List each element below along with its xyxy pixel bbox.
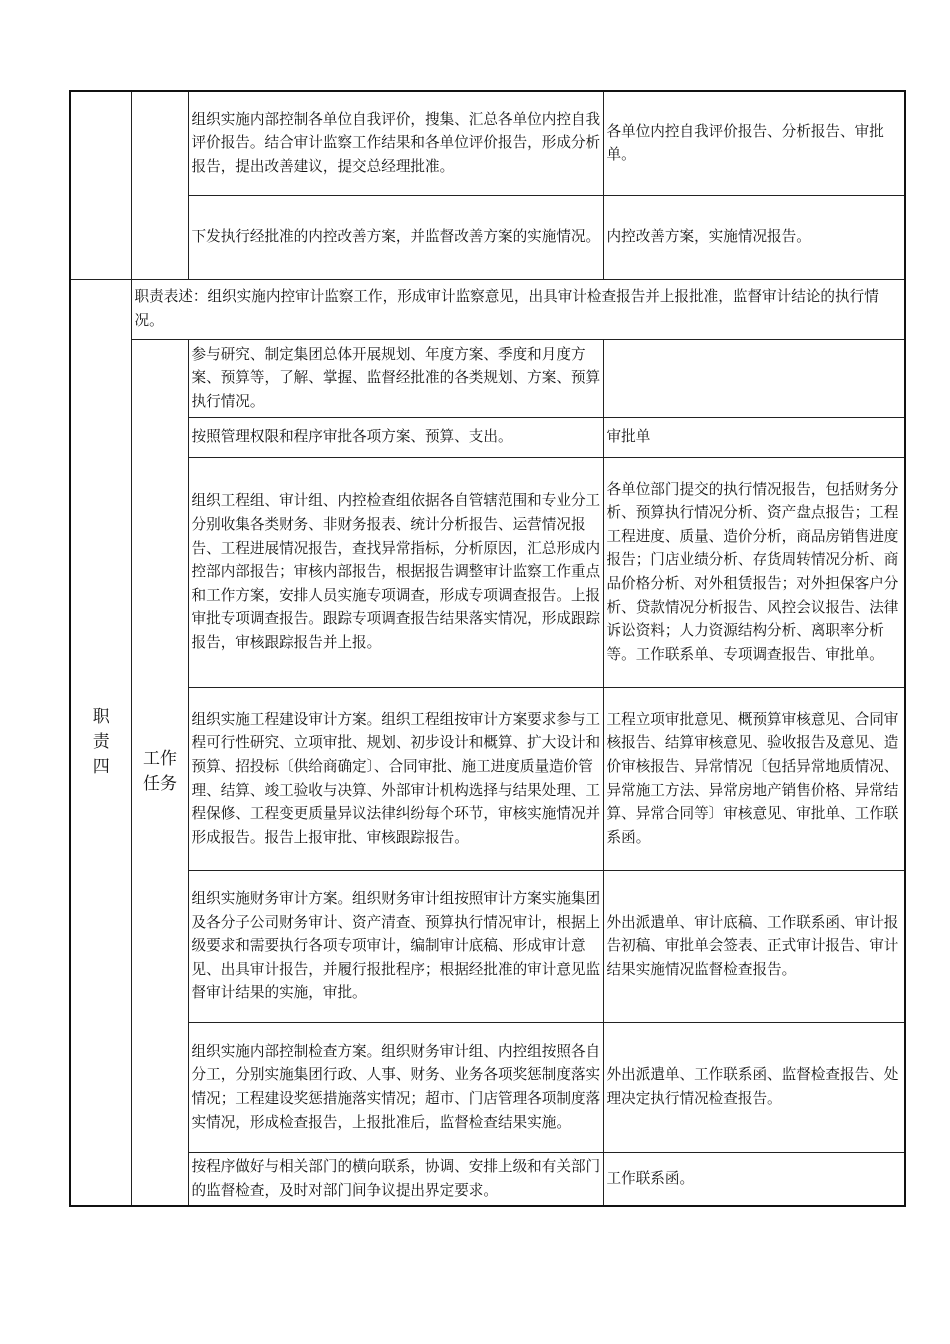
work-task-label: 工作任务 — [143, 749, 177, 795]
table-row — [70, 91, 905, 195]
output-cell — [603, 339, 905, 417]
output-cell: 内控改善方案，实施情况报告。 — [603, 195, 905, 279]
table-row — [70, 687, 905, 870]
duty-statement: 职责表述：组织实施内控审计监察工作，形成审计监察意见，出具审计检查报告并上报批准，监督审计结论的执行情况。 — [131, 279, 905, 339]
output-cell: 工程立项审批意见、概预算审核意见、合同审核报告、结算审核意见、验收报告及意见、造价审核报告、异常情况〔包括异常地质情况、异常施工方法、异常房地产销售价格、异常结算、异常合同等〕审核意见、审批单、工作联系函。 — [603, 687, 905, 870]
task-cell: 组织实施工程建设审计方案。组织工程组按审计方案要求参与工程可行性研究、立项审批、规划、初步设计和概算、扩大设计和预算、招投标〔供给商确定〕、合同审批、施工进度质量造价管理、结算、竣工验收与决算、外部审计机构选择与结果处理、工程保修、工程变更质量异议法律纠纷每个环节，审核实施情况并形成报告。报告上报审批、审核跟踪报告。 — [188, 687, 603, 870]
task-cell: 组织实施内部控制各单位自我评价，搜集、汇总各单位内控自我评价报告。结合审计监察工作结果和各单位评价报告，形成分析报告，提出改善建议，提交总经理批准。 — [188, 91, 603, 195]
table-row — [70, 195, 905, 279]
output-cell: 各单位内控自我评价报告、分析报告、审批单。 — [603, 91, 905, 195]
output-cell: 外出派遣单、工作联系函、监督检查报告、处理决定执行情况检查报告。 — [603, 1022, 905, 1152]
work-task-label-cell — [131, 339, 188, 1206]
task-cell: 参与研究、制定集团总体开展规划、年度方案、季度和月度方案、预算等，了解、掌握、监督经批准的各类规划、方案、预算执行情况。 — [188, 339, 603, 417]
task-cell: 组织实施内部控制检查方案。组织财务审计组、内控组按照各自分工，分别实施集团行政、人事、财务、业务各项奖惩制度落实情况；工程建设奖惩措施落实情况；超市、门店管理各项制度落实情况，形成检查报告，上报批准后，监督检查结果实施。 — [188, 1022, 603, 1152]
task-cell: 按照管理权限和程序审批各项方案、预算、支出。 — [188, 417, 603, 457]
task-cell: 下发执行经批准的内控改善方案，并监督改善方案的实施情况。 — [188, 195, 603, 279]
duty-label: 职责四 — [92, 706, 110, 777]
table-row — [70, 870, 905, 1022]
output-cell: 审批单 — [603, 417, 905, 457]
table-row — [70, 1152, 905, 1206]
output-cell: 外出派遣单、审计底稿、工作联系函、审计报告初稿、审批单会签表、正式审计报告、审计结果实施情况监督检查报告。 — [603, 870, 905, 1022]
table-row — [70, 1022, 905, 1152]
task-cell: 组织实施财务审计方案。组织财务审计组按照审计方案实施集团及各分子公司财务审计、资产清查、预算执行情况审计，根据上级要求和需要执行各项专项审计，编制审计底稿、形成审计意见、出具审计报告，并履行报批程序；根据经批准的审计意见监督审计结果的实施，审批。 — [188, 870, 603, 1022]
task-cell: 组织工程组、审计组、内控检查组依据各自管辖范围和专业分工分别收集各类财务、非财务报表、统计分析报告、运营情况报告、工程进展情况报告，查找异常指标，分析原因，汇总形成内控部内部报告；审核内部报告，根据报告调整审计监察工作重点和工作方案，安排人员实施专项调查，形成专项调查报告。上报审批专项调查报告。跟踪专项调查报告结果落实情况，形成跟踪报告，审核跟踪报告并上报。 — [188, 457, 603, 687]
table-row — [70, 339, 905, 417]
prev-work-task-cell — [131, 91, 188, 279]
task-cell: 按程序做好与相关部门的横向联系，协调、安排上级和有关部门的监督检查，及时对部门间争议提出界定要求。 — [188, 1152, 603, 1206]
prev-duty-label-cell — [70, 91, 131, 279]
duty-statement-row — [70, 279, 905, 339]
table-row — [70, 457, 905, 687]
output-cell: 工作联系函。 — [603, 1152, 905, 1206]
output-cell: 各单位部门提交的执行情况报告，包括财务分析、预算执行情况分析、资产盘点报告；工程工程进度、质量、造价分析，商品房销售进度报告；门店业绩分析、存货周转情况分析、商品价格分析、对外租赁报告；对外担保客户分析、贷款情况分析报告、风控会议报告、法律诉讼资料；人力资源结构分析、离职率分析等。工作联系单、专项调查报告、审批单。 — [603, 457, 905, 687]
duty-table — [69, 90, 906, 1207]
table-row — [70, 417, 905, 457]
duty-label-cell — [70, 279, 131, 1206]
